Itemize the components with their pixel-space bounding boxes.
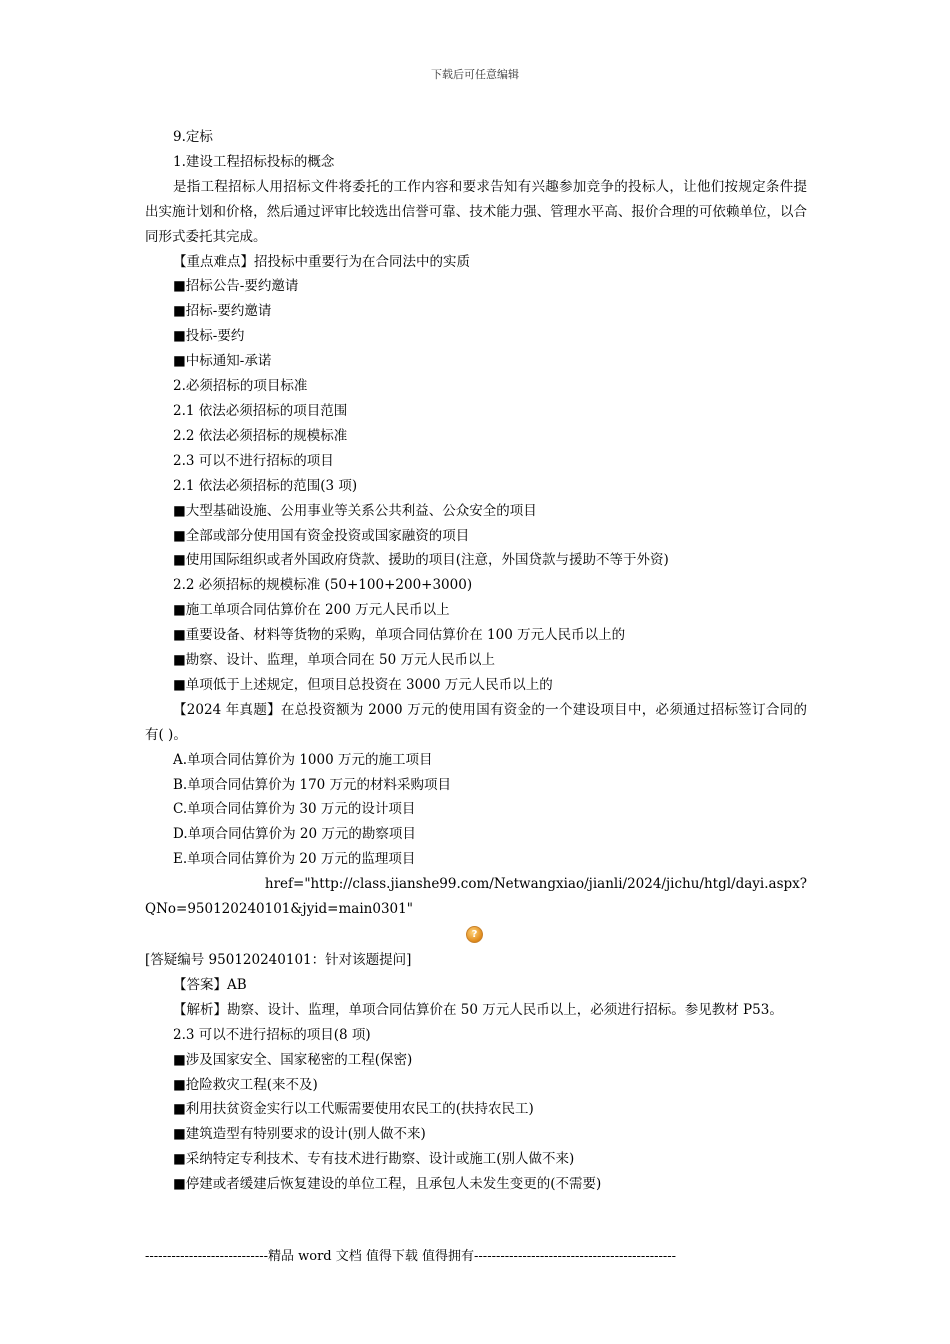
href-text-line2: QNo=950120240101&jyid=main0301" — [145, 901, 413, 918]
bullet-item: ■抢险救灾工程(来不及) — [173, 1076, 318, 1093]
answer-option: C.单项合同估算价为 30 万元的设计项目 — [173, 801, 416, 818]
explanation: 【解析】勘察、设计、监理，单项合同估算价在 50 万元人民币以上，必须进行招标。参见教材 P53。 — [173, 1001, 783, 1018]
answer-option: A.单项合同估算价为 1000 万元的施工项目 — [173, 751, 433, 768]
subsection-heading: 2.2 依法必须招标的规模标准 — [173, 427, 348, 444]
subsection-heading: 2.3 可以不进行招标的项目(8 项) — [173, 1026, 371, 1043]
section-heading: 2.必须招标的项目标准 — [173, 378, 308, 395]
answer-option: B.单项合同估算价为 170 万元的材料采购项目 — [173, 776, 452, 793]
paragraph: 9.定标 — [173, 129, 213, 145]
bullet-item: ■单项低于上述规定，但项目总投资在 3000 万元人民币以上的 — [173, 676, 553, 693]
bullet-item: ■全部或部分使用国有资金投资或国家融资的项目 — [173, 527, 470, 544]
section-heading: 1.建设工程招标投标的概念 — [173, 153, 335, 170]
bullet-item: ■投标-要约 — [173, 328, 245, 345]
paragraph: 是指工程招标人用招标文件将委托的工作内容和要求告知有兴趣参加竞争的投标人，让他们按规定条件提出实施计划和价格，然后通过评审比较选出信誉可靠、技术能力强、管理水平高、报价合理的可依赖单位，以合同形式委托其完成。 — [145, 178, 807, 245]
bullet-item: ■停建或者缓建后恢复建设的单位工程，且承包人未发生变更的(不需要) — [173, 1176, 602, 1193]
exam-question: 【2024 年真题】在总投资额为 2000 万元的使用国有资金的一个建设项目中，必须通过招标签订合同的有( )。 — [145, 701, 807, 743]
bullet-item: ■重要设备、材料等货物的采购，单项合同估算价在 100 万元人民币以上的 — [173, 627, 626, 644]
bullet-item: ■大型基础设施、公用事业等关系公共利益、公众安全的项目 — [173, 502, 537, 519]
bullet-item: ■中标通知-承诺 — [173, 353, 272, 370]
bullet-item: ■招标公告-要约邀请 — [173, 278, 299, 295]
bullet-item: ■招标-要约邀请 — [173, 303, 272, 320]
bullet-item: ■采纳特定专利技术、专有技术进行勘察、设计或施工(别人做不来) — [173, 1151, 575, 1168]
bullet-item: ■涉及国家安全、国家秘密的工程(保密) — [173, 1051, 413, 1068]
page-footer: ----------------------------精品 word 文档 值得下载 值得拥有---------------------------------------------- — [145, 1249, 677, 1264]
question-id-link[interactable]: [答疑编号 950120240101：针对该题提问] — [145, 952, 412, 968]
document-body — [145, 125, 807, 1197]
bullet-item: ■勘察、设计、监理，单项合同在 50 万元人民币以上 — [173, 652, 496, 669]
subsection-heading: 2.1 依法必须招标的项目范围 — [173, 402, 348, 419]
href-text-line1: href="http://class.jianshe99.com/Netwangxiao/jianli/2024/jichu/htgl/dayi.aspx? — [264, 876, 807, 893]
answer-option: E.单项合同估算价为 20 万元的监理项目 — [173, 851, 416, 868]
answer-line: 【答案】AB — [173, 976, 247, 993]
subsection-heading: 2.2 必须招标的规模标准 (50+100+200+3000) — [173, 577, 473, 594]
question-help-icon[interactable]: ? — [466, 926, 483, 943]
answer-option: D.单项合同估算价为 20 万元的勘察项目 — [173, 826, 416, 843]
bullet-item: ■使用国际组织或者外国政府贷款、援助的项目(注意，外国贷款与援助不等于外资) — [173, 552, 669, 569]
help-icon-row — [145, 922, 807, 948]
subsection-heading: 2.1 依法必须招标的范围(3 项) — [173, 477, 358, 494]
bullet-item: ■建筑造型有特别要求的设计(别人做不来) — [173, 1126, 426, 1143]
page-header: 下载后可任意编辑 — [431, 68, 519, 81]
subsection-heading: 2.3 可以不进行招标的项目 — [173, 452, 334, 469]
key-point-heading: 【重点难点】招投标中重要行为在合同法中的实质 — [173, 253, 470, 270]
bullet-item: ■施工单项合同估算价在 200 万元人民币以上 — [173, 602, 450, 619]
bullet-item: ■利用扶贫资金实行以工代赈需要使用农民工的(扶持农民工) — [173, 1101, 534, 1118]
